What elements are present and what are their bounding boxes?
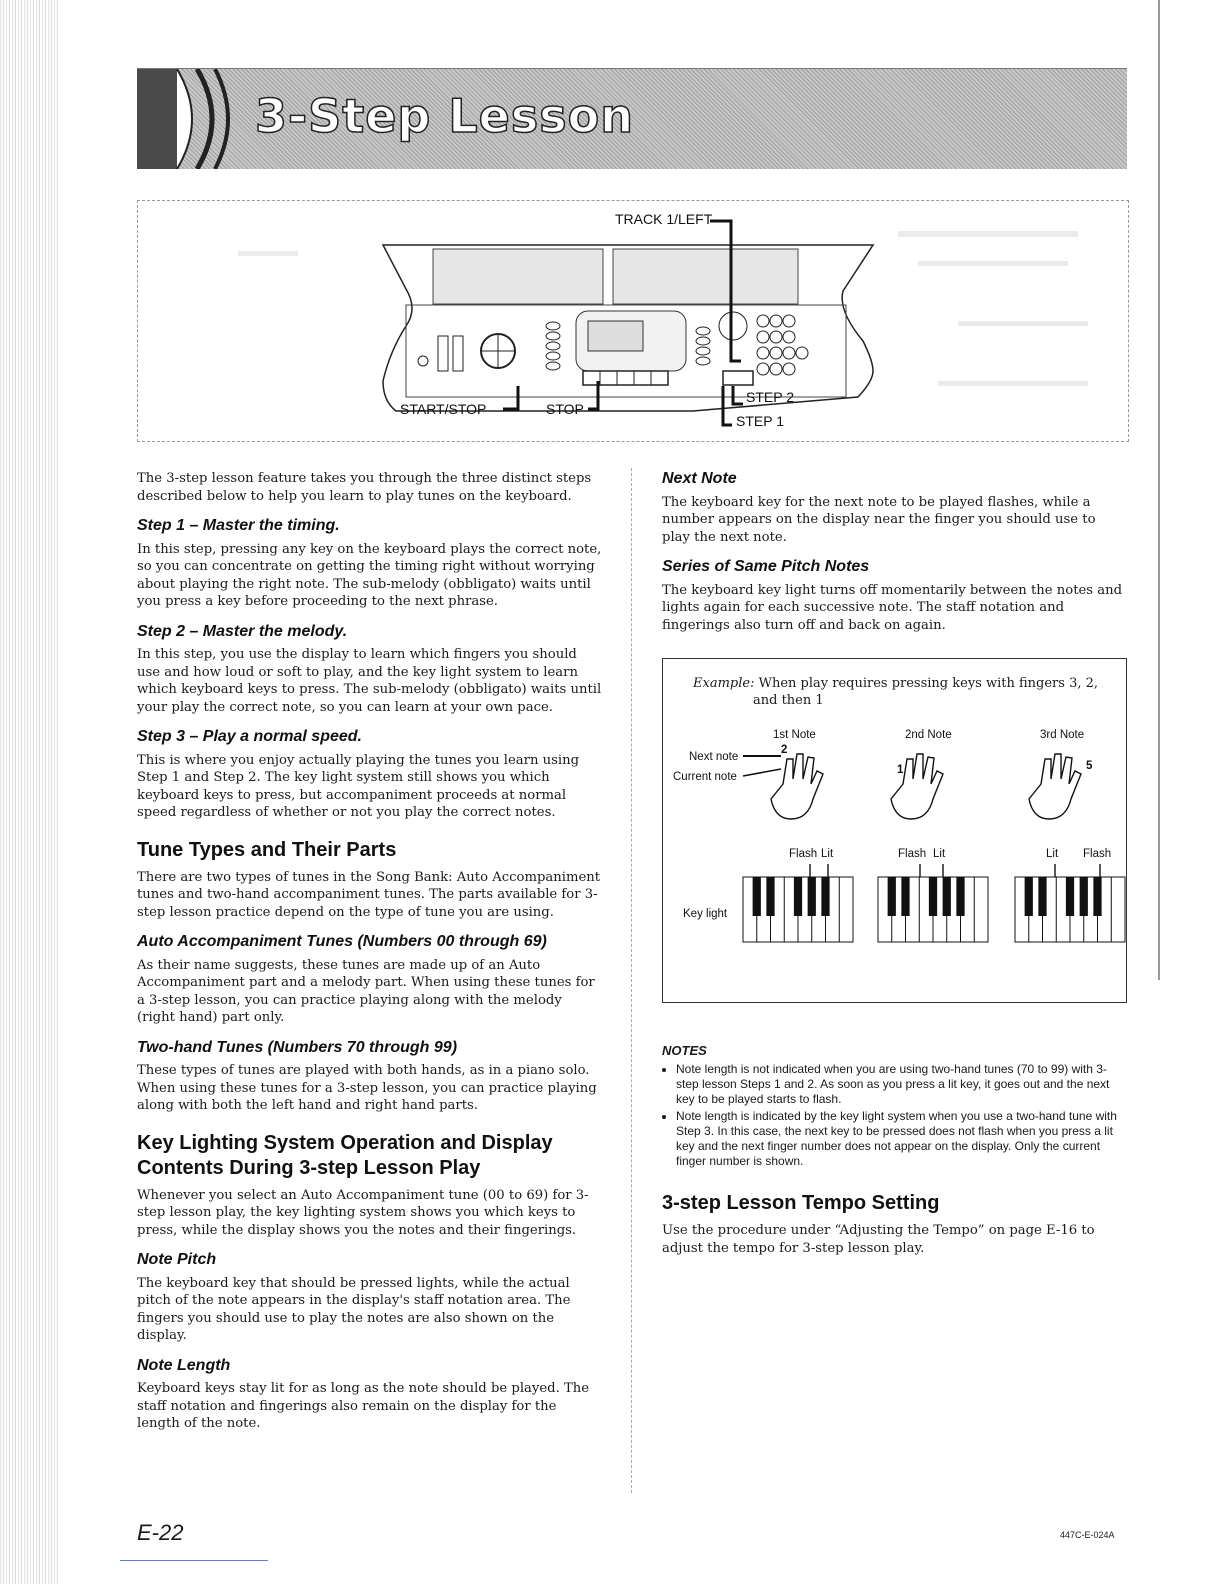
example-line-1: When play requires pressing keys with fingers 3, 2, (758, 676, 1099, 691)
note-pitch-heading: Note Pitch (137, 1251, 217, 1268)
flash-label-3: Flash (1083, 848, 1112, 860)
left-column (137, 470, 602, 1433)
page-number: E-22 (137, 1520, 184, 1545)
series-body: The keyboard key light turns off momentarily between the notes and lights again for each successive note. The staff notation and fingerings also turn off and back on again. (662, 582, 1123, 633)
lit-label-1: Lit (821, 848, 834, 860)
intro-text: The 3-step lesson feature takes you through the three distinct steps described below to help you learn to play tunes on the keyboard. (137, 471, 592, 504)
auto-accompaniment-body: As their name suggests, these tunes are made up of an Auto Accompaniment part and a melody part. When using these tunes for a 3-step lesson, you can practice playing along with the melody (right hand) part only. (137, 957, 595, 1025)
step-1-label: STEP 1 (736, 413, 784, 429)
note-item: • Note length is not indicated when you are using two-hand tunes (70 to 99) with 3-step lesson Steps 1 and 2. As soon as you press a lit key, it goes out and the next key to be played starts to flash. (676, 1062, 1127, 1107)
lit-label-2: Lit (933, 848, 946, 860)
scan-binding-edge (0, 0, 58, 1584)
step-2-label: STEP 2 (746, 389, 794, 405)
start-stop-label: START/STOP (400, 401, 487, 417)
key-light-keyboard-2 (878, 877, 988, 942)
title-banner (137, 68, 1127, 169)
step-2-body: In this step, you use the display to learn which fingers you should use and how loud or soft to play, and the key light system to learn which keyboard keys to press. The sub-melody (obbligato) waits until your play the correct note, so you can learn at your own pace. (137, 647, 602, 715)
hand-1-icon (771, 754, 823, 819)
page-title: 3-Step Lesson (255, 89, 634, 143)
stop-label: STOP (546, 401, 584, 417)
key-lighting-heading: Key Lighting System Operation and Display Contents During 3-step Lesson Play (137, 1131, 553, 1179)
step-1-heading: Step 1 – Master the timing. (137, 517, 340, 534)
two-hand-heading: Two-hand Tunes (Numbers 70 through 99) (137, 1038, 458, 1056)
two-hand-body: These types of tunes are played with both hands, as in a piano solo. When using these tunes for a 3-step lesson, you can practice playing along with both the left hand and right hand parts. (137, 1063, 597, 1113)
example-line-2: and then 1 (753, 693, 824, 708)
next-note-heading: Next Note (662, 470, 737, 487)
step-3-heading: Step 3 – Play a normal speed. (137, 728, 362, 745)
note-length-heading: Note Length (137, 1356, 231, 1374)
notes-section (662, 1043, 1127, 1169)
track-1-left-label: TRACK 1/LEFT (615, 211, 713, 227)
column-divider (631, 468, 632, 1493)
example-box (662, 658, 1127, 1003)
lit-label-3: Lit (1046, 848, 1059, 860)
tempo-heading: 3-step Lesson Tempo Setting (662, 1192, 940, 1214)
current-note-label: Current note (673, 771, 737, 783)
key-light-keyboard-1 (743, 877, 853, 942)
scan-page-edge (1158, 0, 1160, 980)
tune-types-body: There are two types of tunes in the Song Bank: Auto Accompaniment tunes and two-hand accompaniment tunes. The parts available for 3-step lesson practice depend on the type of tune you are using. (137, 869, 601, 920)
step-3-body: This is where you enjoy actually playing the tunes you learn using Step 1 and Step 2. The key light system still shows you which keyboard keys to press, but accompaniment proceeds at normal speed regardless of whether or not you play the correct notes. (137, 752, 580, 820)
example-illustration (663, 659, 1128, 1002)
tempo-body: Use the procedure under “Adjusting the Tempo” on page E-16 to adjust the tempo for 3-step lesson play. (662, 1223, 1095, 1256)
finger-5-number: 5 (1086, 760, 1093, 772)
note-length-body: Keyboard keys stay lit for as long as the note should be played. The staff notation and fingerings also remain on the display for the length of the note. (137, 1381, 590, 1431)
keyboard-diagram (137, 200, 1129, 442)
notes-heading: NOTES (662, 1043, 707, 1058)
step-1-body: In this step, pressing any key on the keyboard plays the correct note, so you can concentrate on getting the timing right without worrying about playing the right note. The sub-melody (obbligato) waits until you press a key before proceeding to the next phrase. (137, 541, 602, 609)
finger-2-number: 2 (781, 744, 788, 756)
next-note-body: The keyboard key for the next note to be played flashes, while a number appears on the display near the finger you should use to play the next note. (662, 494, 1096, 545)
note-pitch-body: The keyboard key that should be pressed lights, while the actual pitch of the note appears in the display's staff notation area. The fingers you should use to play the notes are also shown on the display. (137, 1275, 571, 1343)
second-note-label: 2nd Note (905, 729, 952, 741)
tune-types-heading: Tune Types and Their Parts (137, 838, 397, 861)
footer-rule (120, 1560, 268, 1561)
step-2-heading: Step 2 – Master the melody. (137, 622, 348, 640)
key-lighting-body: Whenever you select an Auto Accompaniment tune (00 to 69) for 3-step lesson play, the key lighting system shows you which keys to press, while the display shows you the notes and their fingerings. (137, 1187, 589, 1238)
auto-accompaniment-heading: Auto Accompaniment Tunes (Numbers 00 through 69) (137, 933, 547, 950)
third-note-label: 3rd Note (1040, 729, 1085, 741)
flash-label-2: Flash (898, 848, 927, 860)
document-code: 447C-E-024A (1060, 1530, 1115, 1540)
keyboard-strips (743, 877, 1125, 942)
next-note-label: Next note (689, 751, 739, 763)
right-column (662, 470, 1127, 1257)
flash-label-1: Flash (789, 848, 818, 860)
series-heading: Series of Same Pitch Notes (662, 558, 870, 575)
hand-3-icon (1029, 754, 1081, 819)
banner-decoration-icon (137, 69, 237, 169)
first-note-label: 1st Note (773, 729, 816, 741)
key-light-keyboard-3 (1015, 877, 1125, 942)
key-light-label: Key light (683, 908, 728, 920)
finger-1-number: 1 (897, 764, 904, 776)
note-item: • Note length is indicated by the key light system when you use a two-hand tune with Step 3. In this case, the next key to be pressed does not flash when you press a lit key and the next finger number does not appear on the display. Only the current finger number is shown. (676, 1109, 1127, 1169)
keyboard-illustration (138, 201, 1128, 441)
example-label: Example: (693, 676, 755, 691)
